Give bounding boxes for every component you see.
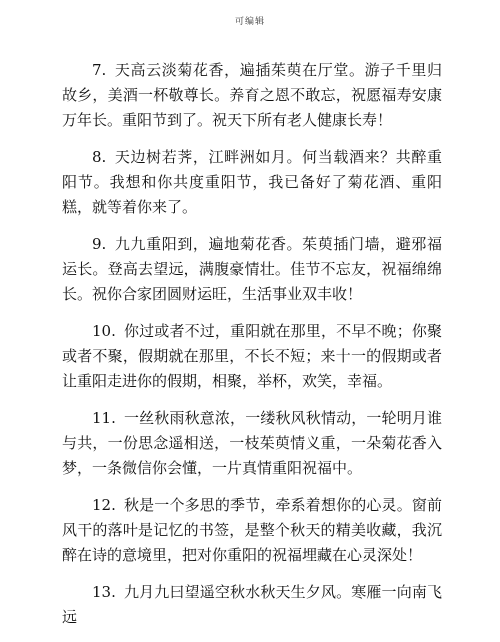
paragraph-text: 秋是一个多思的季节，牵系着想你的心灵。窗前风干的落叶是记忆的书签，是整个秋天的精美收藏，我沉醉在诗的意境里，把对你重阳的祝福埋藏在心灵深处！ — [62, 496, 442, 564]
document-body — [62, 58, 442, 642]
paragraph-text: 你过或者不过，重阳就在那里，不早不晚；你聚或者不聚，假期就在那里，不长不短；来十一的假期或者让重阳走进你的假期，相聚，举杯，欢笑，幸福。 — [62, 322, 442, 390]
paragraph-9 — [62, 232, 442, 307]
paragraph-number: 12. — [92, 496, 116, 514]
paragraph-text: 天高云淡菊花香，遍插茱萸在厅堂。游子千里归故乡，美酒一杯敬尊长。养育之恩不敢忘，祝愿福寿安康万年长。重阳节到了。祝天下所有老人健康长寿！ — [62, 61, 442, 129]
paragraph-text: 天边树若荠，江畔洲如月。何当载酒来？共醉重阳节。我想和你共度重阳节，我已备好了菊花酒、重阳糕，就等着你来了。 — [62, 148, 442, 216]
paragraph-12 — [62, 493, 442, 568]
paragraph-text: 九月九曰望遥空秋水秋天生夕风。寒雁一向南飞远 — [62, 583, 442, 626]
paragraph-13 — [62, 580, 442, 630]
paragraph-text: 九九重阳到，遍地菊花香。茱萸插门墙，避邪福运长。登高去望远，满腹豪情壮。佳节不忘友，祝福绵绵长。祝你合家团圆财运旺，生活事业双丰收！ — [62, 235, 442, 303]
paragraph-number: 9. — [92, 235, 107, 253]
page-header: 可编辑 — [234, 17, 265, 27]
paragraph-text: 一丝秋雨秋意浓，一缕秋风秋情动，一轮明月谁与共，一份思念遥相送，一枝茱萸情义重，一朵菊花香入梦，一条微信你会懂，一片真情重阳祝福中。 — [62, 409, 442, 477]
paragraph-number: 13. — [92, 583, 116, 601]
paragraph-number: 7. — [92, 61, 107, 79]
paragraph-number: 10. — [92, 322, 116, 340]
paragraph-8 — [62, 145, 442, 220]
paragraph-number: 8. — [92, 148, 107, 166]
paragraph-number: 11. — [92, 409, 116, 427]
paragraph-7 — [62, 58, 442, 133]
paragraph-10 — [62, 319, 442, 394]
paragraph-11 — [62, 406, 442, 481]
